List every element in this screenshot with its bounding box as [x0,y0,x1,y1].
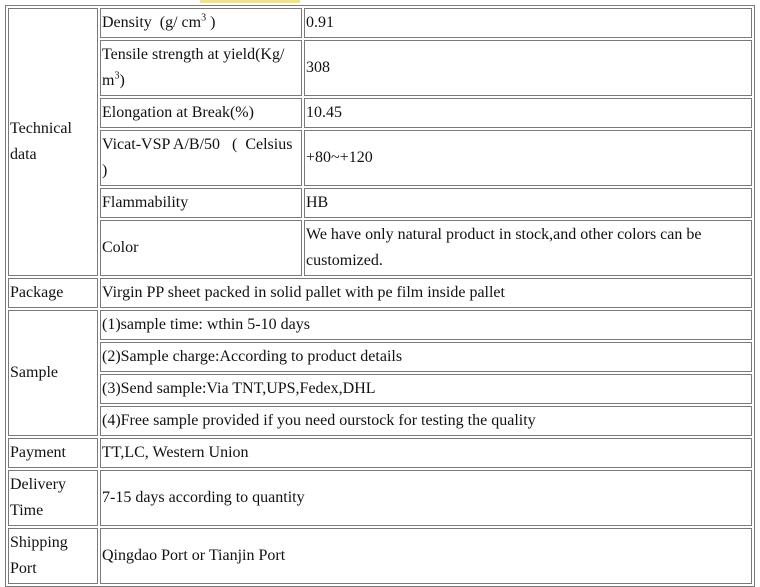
sample-item-1: (1)sample time: wthin 5-10 days [100,310,752,340]
payment-header: Payment [8,438,98,468]
table-row [8,220,752,276]
value-vicat: +80~+120 [304,130,752,186]
top-decoration [0,0,760,4]
property-elongation: Elongation at Break(%) [100,98,302,128]
payment-value: TT,LC, Western Union [100,438,752,468]
value-flammability: HB [304,188,752,218]
value-color: We have only natural product in stock,and other colors can be customized. [304,220,752,276]
package-header: Package [8,278,98,308]
table-row [8,528,752,584]
property-density: Density (g/ $cm^3$ ) [100,8,302,38]
property-tensile-strength: Tensile strength at yield(Kg/ $m^3$) [100,40,302,96]
table-row [8,406,752,436]
sample-item-4: (4)Free sample provided if you need ourstock for testing the quality [100,406,752,436]
product-spec-table [5,5,755,587]
shipping-port-header: Shipping Port [8,528,98,584]
table-row [8,130,752,186]
table-row [8,310,752,340]
property-flammability: Flammability [100,188,302,218]
value-density: 0.91 [304,8,752,38]
shipping-port-value: Qingdao Port or Tianjin Port [100,528,752,584]
table-row [8,438,752,468]
delivery-time-value: 7-15 days according to quantity [100,470,752,526]
value-tensile-strength: 308 [304,40,752,96]
table-row [8,188,752,218]
highlight-strip [200,0,300,3]
table-row [8,470,752,526]
property-color: Color [100,220,302,276]
package-value: Virgin PP sheet packed in solid pallet with pe film inside pallet [100,278,752,308]
technical-data-header: Technical data [8,8,98,276]
sample-item-2: (2)Sample charge:According to product details [100,342,752,372]
table-row [8,8,752,38]
table-row [8,374,752,404]
sample-header: Sample [8,310,98,436]
value-elongation: 10.45 [304,98,752,128]
property-vicat: Vicat-VSP A/B/50 ( Celsius ) [100,130,302,186]
table-row [8,342,752,372]
delivery-time-header: Delivery Time [8,470,98,526]
table-row [8,98,752,128]
table-row [8,40,752,96]
table-row [8,278,752,308]
sample-item-3: (3)Send sample:Via TNT,UPS,Fedex,DHL [100,374,752,404]
